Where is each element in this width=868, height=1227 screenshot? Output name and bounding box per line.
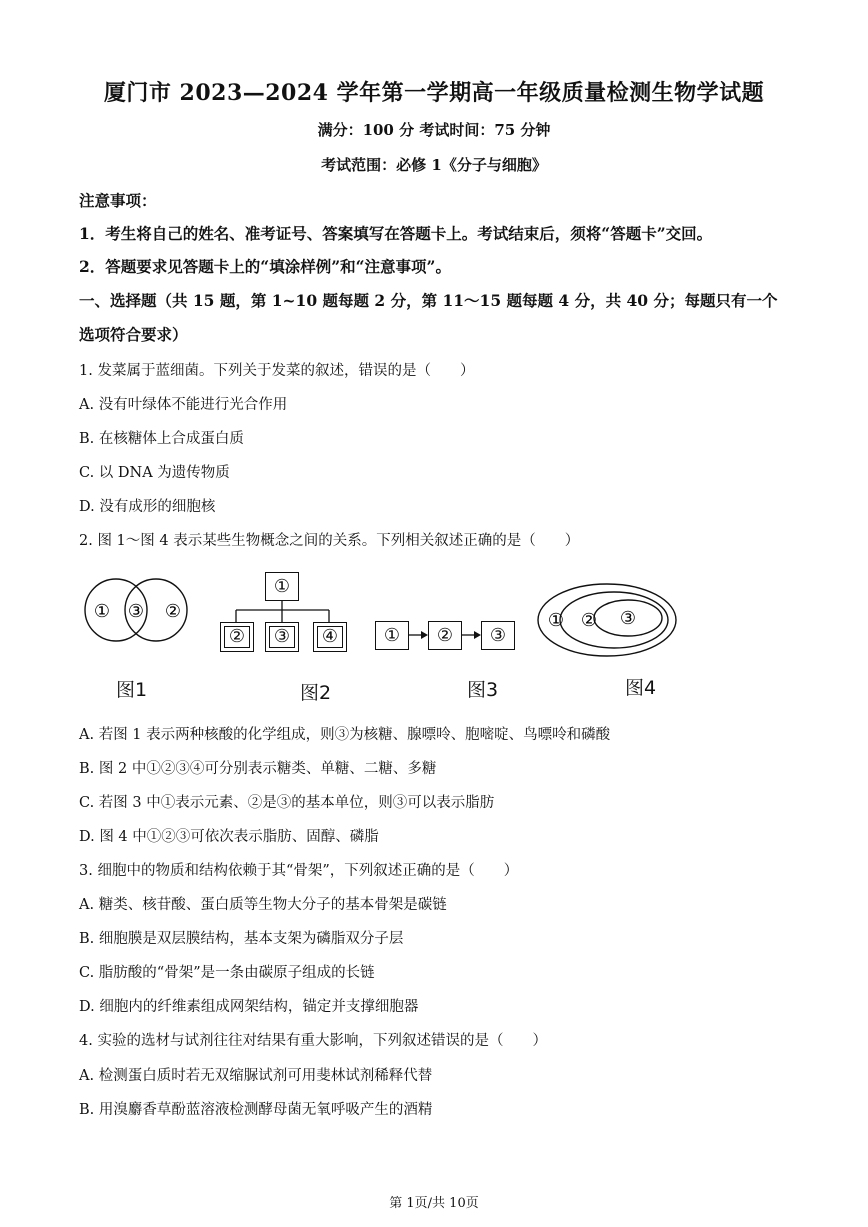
figure-1-label-2: ② (164, 601, 182, 622)
figure-3-arrows (408, 627, 518, 643)
figure-1-venn-diagram (80, 578, 192, 668)
figure-4-label-1: ① (547, 610, 565, 631)
figure-2-box-4: ④ (313, 622, 347, 652)
figure-4-nested-diagram (536, 581, 682, 661)
notice-item-1: 1．考生将自己的姓名、准考证号、答案填写在答题卡上。考试结束后，须将“答题卡”交回。 (79, 224, 713, 243)
figure-3-box-1: ① (375, 621, 409, 650)
exam-scope-line: 考试范围：必修 1《分子与细胞》 (321, 156, 547, 174)
section-heading-line2: 选项符合要求） (79, 325, 188, 344)
question-3-option-b: B. 细胞膜是双层膜结构，基本支架为磷脂双分子层 (79, 931, 404, 947)
score-time-line: 满分：100 分 考试时间：75 分钟 (317, 121, 551, 139)
figure-4-label-3: ③ (619, 608, 637, 629)
figure-4-label-2: ② (580, 610, 598, 631)
question-2-option-c: C. 若图 3 中①表示元素、②是③的基本单位，则③可以表示脂肪 (79, 795, 495, 811)
figure-2-box-1: ① (265, 572, 299, 601)
question-3-stem: 3. 细胞中的物质和结构依赖于其“骨架”，下列叙述正确的是（ ） (79, 863, 519, 879)
exam-title: 厦门市 2023—2024 学年第一学期高一年级质量检测生物学试题 (103, 80, 765, 106)
figure-2-box-3: ③ (265, 622, 299, 652)
question-1-stem: 1. 发菜属于蓝细菌。下列关于发菜的叙述，错误的是（ ） (79, 363, 475, 379)
section-heading-line1: 一、选择题（共 15 题，第 1~10 题每题 2 分，第 11～15 题每题 4 分，共 40 分；每题只有一个 (79, 291, 778, 310)
question-3-option-a: A. 糖类、核苷酸、蛋白质等生物大分子的基本骨架是碳链 (79, 897, 447, 913)
notice-heading: 注意事项： (79, 191, 157, 210)
question-4-stem: 4. 实验的选材与试剂往往对结果有重大影响，下列叙述错误的是（ ） (79, 1033, 547, 1049)
figure-2-caption: 图2 (300, 682, 332, 704)
figure-3-caption: 图3 (467, 679, 499, 701)
figure-1-label-3: ③ (127, 601, 145, 622)
question-1-option-c: C. 以 DNA 为遗传物质 (79, 465, 230, 481)
question-2-option-a: A. 若图 1 表示两种核酸的化学组成，则③为核糖、腺嘌呤、胞嘧啶、鸟嘌呤和磷酸 (79, 727, 611, 743)
figure-3-box-3: ③ (481, 621, 515, 650)
question-2-stem: 2. 图 1～图 4 表示某些生物概念之间的关系。下列相关叙述正确的是（ ） (79, 533, 580, 549)
figure-1-caption: 图1 (116, 679, 148, 701)
notice-item-2: 2．答题要求见答题卡上的“填涂样例”和“注意事项”。 (79, 257, 451, 276)
figure-3-box-2: ② (428, 621, 462, 650)
question-3-option-c: C. 脂肪酸的“骨架”是一条由碳原子组成的长链 (79, 965, 375, 981)
question-4-option-b: B. 用溴麝香草酚蓝溶液检测酵母菌无氧呼吸产生的酒精 (79, 1102, 433, 1118)
question-2-option-b: B. 图 2 中①②③④可分别表示糖类、单糖、二糖、多糖 (79, 761, 437, 777)
question-4-option-a: A. 检测蛋白质时若无双缩脲试剂可用斐林试剂稀释代替 (79, 1068, 433, 1084)
question-1-option-d: D. 没有成形的细胞核 (79, 499, 216, 515)
question-2-option-d: D. 图 4 中①②③可依次表示脂肪、固醇、磷脂 (79, 829, 379, 845)
figure-2-box-2: ② (220, 622, 254, 652)
figure-1-label-1: ① (93, 601, 111, 622)
page-number: 第 1页/共 10页 (389, 1196, 479, 1211)
question-1-option-b: B. 在核糖体上合成蛋白质 (79, 431, 244, 447)
question-3-option-d: D. 细胞内的纤维素组成网架结构，锚定并支撑细胞器 (79, 999, 419, 1015)
question-1-option-a: A. 没有叶绿体不能进行光合作用 (79, 397, 288, 413)
figure-4-caption: 图4 (625, 677, 657, 699)
